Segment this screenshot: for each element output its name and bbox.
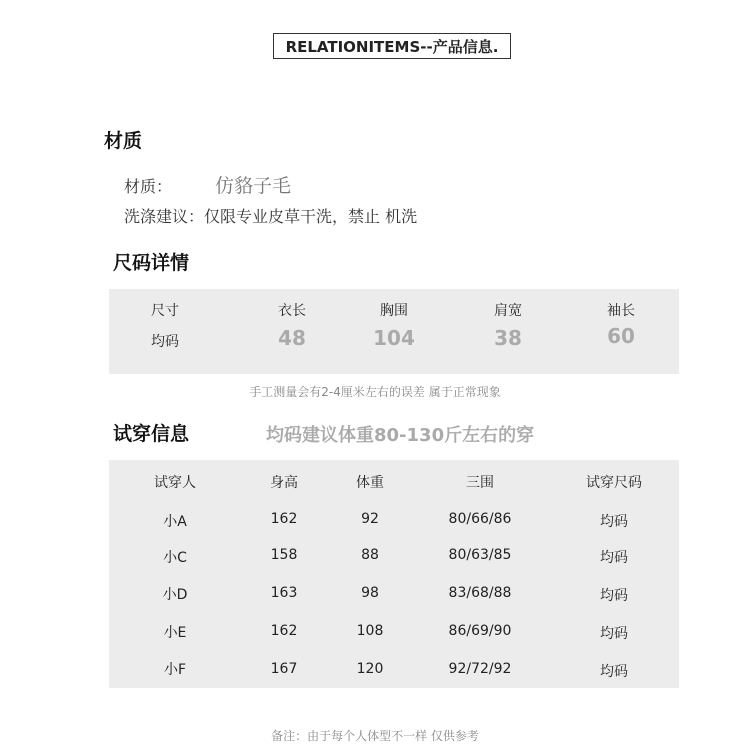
table-row-height: 163 <box>270 585 298 601</box>
table-row-person: 小A <box>163 514 187 530</box>
size-header-size: 尺寸 <box>151 303 179 319</box>
table-row-measurements: 83/68/88 <box>448 585 512 601</box>
table-row-person: 小E <box>163 625 187 641</box>
table-row-size: 均码 <box>600 550 628 566</box>
size-chest-value: 104 <box>373 326 415 350</box>
wash-label: 洗涤建议： <box>124 207 205 226</box>
table-row-measurements: 80/63/85 <box>448 547 512 563</box>
table-row-measurements: 92/72/92 <box>448 661 512 677</box>
table-row-weight: 108 <box>356 623 384 639</box>
table-row-size: 均码 <box>600 626 628 642</box>
table-row-person: 小C <box>163 550 187 566</box>
table-row-measurements: 80/66/86 <box>448 511 512 527</box>
size-header-shoulder: 肩宽 <box>494 303 522 319</box>
table-row-weight: 98 <box>361 585 379 601</box>
table-row-measurements: 86/69/90 <box>448 623 512 639</box>
size-heading: 尺码详情 <box>113 252 190 274</box>
table-row-height: 167 <box>270 661 298 677</box>
tryon-header-measurements: 三围 <box>466 475 494 491</box>
table-row-height: 158 <box>270 547 298 563</box>
tryon-heading: 试穿信息 <box>113 423 190 445</box>
material-row <box>124 174 172 197</box>
size-length-value: 48 <box>278 326 306 350</box>
size-shoulder-value: 38 <box>494 326 522 350</box>
size-header-sleeve: 袖长 <box>607 303 635 319</box>
table-row-weight: 88 <box>361 547 379 563</box>
table-row-size: 均码 <box>600 664 628 680</box>
table-row-weight: 92 <box>361 511 379 527</box>
tryon-header-size: 试穿尺码 <box>586 475 642 491</box>
tryon-header-person: 试穿人 <box>154 475 196 491</box>
size-header-chest: 胸围 <box>380 303 408 319</box>
size-table <box>109 289 679 374</box>
measure-note: 手工测量会有2-4厘米左右的误差 属于正常现象 <box>249 385 501 399</box>
tryon-table <box>109 460 679 688</box>
material-value: 仿貉子毛 <box>215 175 292 197</box>
footer-note: 备注：由于每个人体型不一样 仅供参考 <box>271 729 479 743</box>
wash-row <box>124 204 417 227</box>
table-row-size: 均码 <box>600 588 628 604</box>
tryon-tip: 均码建议体重80-130斤左右的穿 <box>266 425 535 446</box>
material-heading: 材质 <box>104 130 143 152</box>
table-row-size: 均码 <box>600 514 628 530</box>
table-row-height: 162 <box>270 511 298 527</box>
table-row-height: 162 <box>270 623 298 639</box>
table-row-person: 小F <box>163 662 187 678</box>
material-label: 材质： <box>124 177 173 196</box>
tryon-header-height: 身高 <box>270 475 298 491</box>
size-row-label: 均码 <box>151 334 179 350</box>
table-row-weight: 120 <box>356 661 384 677</box>
table-row-person: 小D <box>162 587 188 603</box>
wash-value: 仅限专业皮草干洗，禁止 机洗 <box>204 207 418 226</box>
size-header-length: 衣长 <box>278 303 306 319</box>
tryon-header-weight: 体重 <box>356 475 384 491</box>
page-title: RELATIONITEMS--产品信息. <box>273 33 511 59</box>
size-sleeve-value: 60 <box>607 324 635 348</box>
